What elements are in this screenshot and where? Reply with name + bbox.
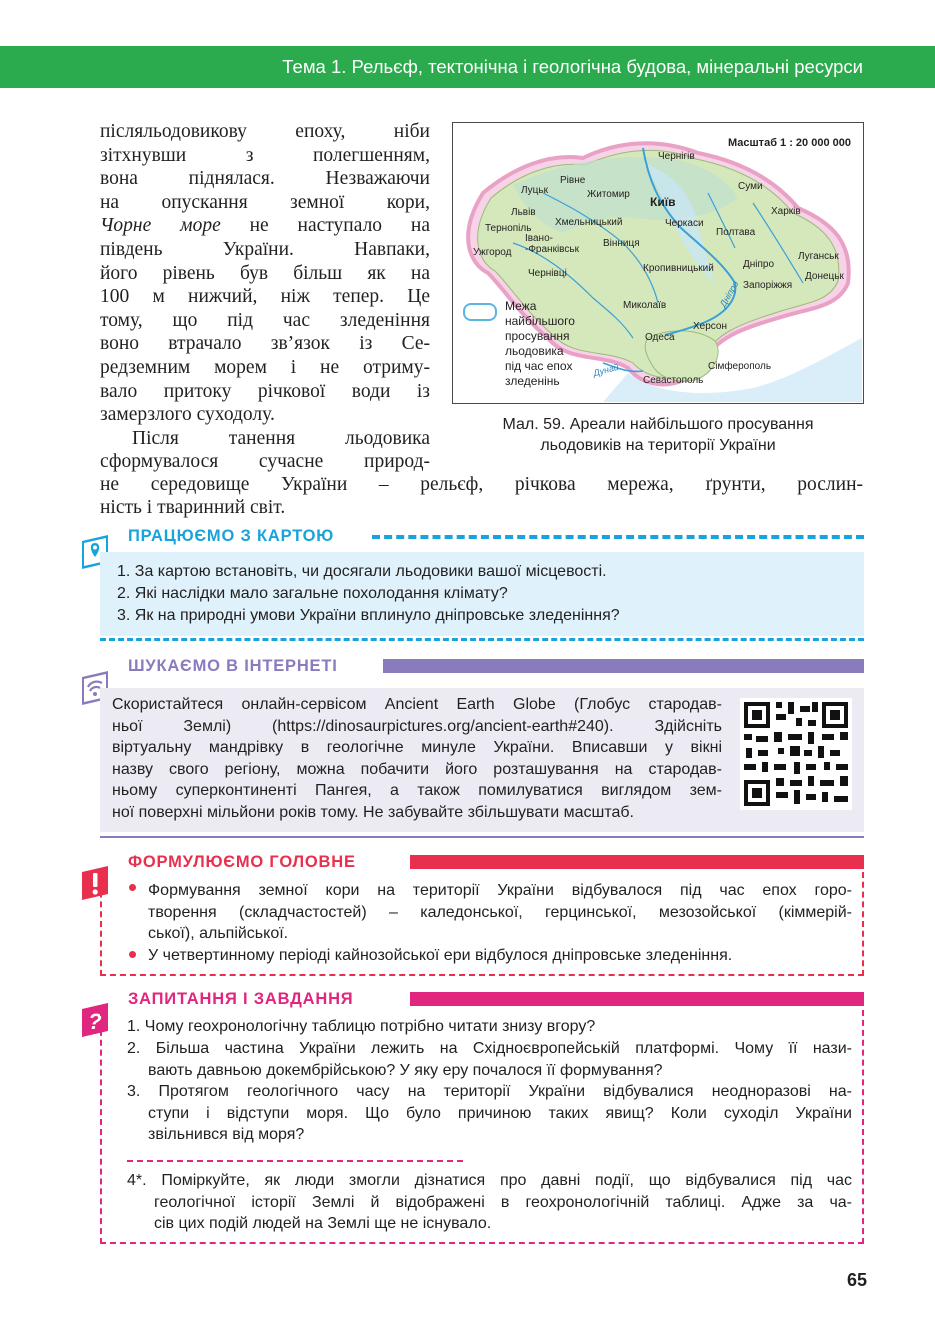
capital-label: Київ: [650, 195, 676, 209]
section-bottom-rule: [100, 836, 864, 838]
city-label: Львів: [511, 207, 536, 218]
qr-code[interactable]: [740, 698, 852, 810]
text-fragment: не наступало на: [249, 215, 430, 237]
text-line: ність і тваринний світ.: [100, 497, 286, 518]
text-line: звільнився від моря?: [148, 1126, 305, 1144]
caption-line: льодовиків на території України: [540, 437, 776, 454]
legend-line: просування: [505, 329, 570, 343]
section-rule: [372, 535, 864, 539]
text-line: Скористайтеся онлайн-сервісом Ancient Earth Globe (Глобус стародав-: [112, 696, 722, 713]
text-line: вають давньою докембрійською? У яку еру почалося її формування?: [148, 1061, 663, 1079]
text-line: не середовище України – рельєф, річкова мережа, ґрунти, рослин-: [100, 474, 863, 495]
section-title-questions: ЗАПИТАННЯ І ЗАВДАННЯ: [128, 990, 354, 1008]
section-title-main: ФОРМУЛЮЄМО ГОЛОВНЕ: [128, 853, 356, 871]
city-label: Херсон: [693, 321, 727, 332]
text-line: замерзлого суходолу.: [100, 404, 275, 426]
glacier-limit-legend-swatch: [463, 303, 497, 321]
text-line: редземним морем і не отриму-: [100, 356, 430, 378]
question-item: [127, 1038, 852, 1081]
topic-title: Тема 1. Рельєф, тектонічна і геологічна будова, мінеральні ресурси: [282, 56, 863, 77]
text-line: ньому суперконтиненті Пангея, а також помилуватися виглядом зем-: [112, 782, 722, 800]
text-line: його рівень був більш як на: [100, 262, 430, 284]
text-line: сів цих подій людей на Землі ще не існувало.: [154, 1215, 492, 1233]
text-line: воно втрачало зв’язок із Се-: [100, 333, 430, 355]
city-label: Полтава: [716, 227, 756, 238]
city-label: Луганськ: [798, 251, 839, 262]
map-question-item: 3. Як на природні умови України вплинуло дніпровське зледеніння?: [117, 607, 620, 624]
map-question-item: 1. За картою встановіть, чи досягали льодовики вашої місцевості.: [117, 563, 607, 580]
text-line: тому, що під час зледеніння: [100, 309, 430, 331]
text-line: [100, 214, 430, 238]
city-label: Кропивницький: [643, 263, 714, 274]
city-label: Житомир: [587, 189, 630, 200]
river-label: Дунай: [592, 361, 620, 379]
section-bar: [410, 992, 864, 1006]
city-label: Тернопіль: [485, 223, 532, 234]
text-line: ної поверхні мільйони років тому. Не забувайте збільшувати масштаб.: [112, 803, 634, 821]
section-bar: [410, 855, 864, 869]
legend-line: льодовика: [505, 344, 564, 358]
text-line: назву свого регіону, можна побачити його розташування на стародав-: [112, 760, 722, 778]
question-item: [127, 1081, 852, 1146]
question-item: 1. Чому геохронологічну таблицю потрібно читати знизу вгору?: [127, 1018, 596, 1035]
section-title-internet: ШУКАЄМО В ІНТЕРНЕТІ: [128, 657, 338, 675]
topic-header-bar: [0, 46, 935, 88]
bullet-dot: [129, 884, 136, 891]
text-line: ступи і відступи моря. Що було причиною таких явищ? Коли суходіл України: [148, 1104, 852, 1122]
text-line: 3. Протягом геологічного часу на території України відбувалися неодноразові на-: [127, 1083, 852, 1100]
svg-text:?: ?: [88, 1009, 102, 1034]
city-label: Рівне: [560, 175, 586, 186]
legend-line: найбільшого: [505, 314, 575, 328]
city-label: Севастополь: [643, 375, 704, 386]
main-point: [148, 880, 852, 945]
task-divider: [127, 1160, 463, 1162]
section-bottom-rule: [100, 638, 864, 641]
section-bar: [383, 659, 864, 673]
glaciation-map: [452, 122, 864, 404]
text-line: вона піднялася. Незважаючи: [100, 168, 430, 190]
text-line: 100 м нижчий, ніж тепер. Це: [100, 286, 430, 308]
river-label: Дніпро: [717, 279, 741, 309]
text-line: 4*. Поміркуйте, як люди змогли дізнатися про давні події, що відбувалися під час: [127, 1172, 852, 1189]
question-item: [127, 1170, 852, 1235]
city-label: Суми: [738, 181, 763, 192]
text-line: ньої Землі) (https://dinosaurpictures.org/ancient-earth#240). Здійсніть: [112, 717, 722, 735]
text-line: післяльодовикову епоху, ніби: [100, 121, 430, 142]
city-label: -Франківськ: [525, 244, 579, 255]
city-label: Чернівці: [528, 268, 567, 279]
text-line: сформувалося сучасне природ-: [100, 451, 430, 473]
map-question-item: 2. Які наслідки мало загальне похолодання клімату?: [117, 585, 508, 602]
text-line: південь України. Навпаки,: [100, 238, 430, 260]
caption-line: Мал. 59. Ареали найбільшого просування: [502, 416, 814, 433]
city-label: Сімферополь: [708, 361, 772, 372]
section-title-map: ПРАЦЮЄМО З КАРТОЮ: [128, 527, 335, 545]
city-label: Чернігів: [658, 151, 695, 162]
city-label: Івано-: [525, 233, 553, 244]
bullet-dot: [129, 951, 136, 958]
page-number: 65: [846, 1270, 867, 1290]
main-point: У четвертинному періоді кайнозойської ери відбулося дніпровське зледеніння.: [148, 947, 733, 964]
text-line: 2. Більша частина України лежить на Східноєвропейській платформі. Чому її нази-: [127, 1040, 852, 1057]
legend-line: зледенінь: [505, 374, 560, 388]
city-label: Луцьк: [521, 185, 548, 196]
text-line: зітхнувши з полегшенням,: [100, 144, 430, 166]
text-line: ської), альпійської.: [148, 925, 289, 943]
city-label: Ужгород: [473, 247, 512, 258]
legend-line: Межа: [505, 299, 537, 313]
city-label: Дніпро: [743, 259, 775, 270]
intro-paragraph: [100, 120, 430, 474]
city-label: Донецьк: [805, 271, 844, 282]
text-line: віртуальну мандрівку в геологічне минуле України. Вписавши у вікні: [112, 739, 722, 757]
city-label: Запоріжжя: [743, 280, 793, 291]
black-sea-term: Чорне море: [100, 215, 221, 237]
internet-text: [112, 694, 722, 824]
legend-line: під час епох: [505, 359, 573, 373]
city-label: Хмельницький: [555, 217, 623, 228]
text-line: на опускання земної кори,: [100, 191, 430, 213]
city-label: Харків: [771, 206, 801, 217]
text-line: Формування земної кори на території України відбувалося під час епох горо-: [148, 882, 852, 899]
city-label: Одеса: [645, 332, 675, 343]
text-line: вало притоку річкової води із: [100, 380, 430, 402]
city-label: Черкаси: [665, 218, 704, 229]
text-line: Після танення льодовика: [132, 427, 430, 449]
text-line: геологічної історії Землі й відображені в геохронологічній таблиці. Адже за ча-: [154, 1193, 852, 1211]
city-label: Миколаїв: [623, 300, 667, 311]
text-line: творення (складчастостей) – каледонської, герцинської, мезозойської (кіммерій-: [148, 903, 852, 921]
city-label: Вінниця: [603, 238, 640, 249]
figure-caption: [452, 414, 864, 456]
map-legend: [505, 299, 605, 389]
map-scale: Масштаб 1 : 20 000 000: [727, 137, 851, 149]
